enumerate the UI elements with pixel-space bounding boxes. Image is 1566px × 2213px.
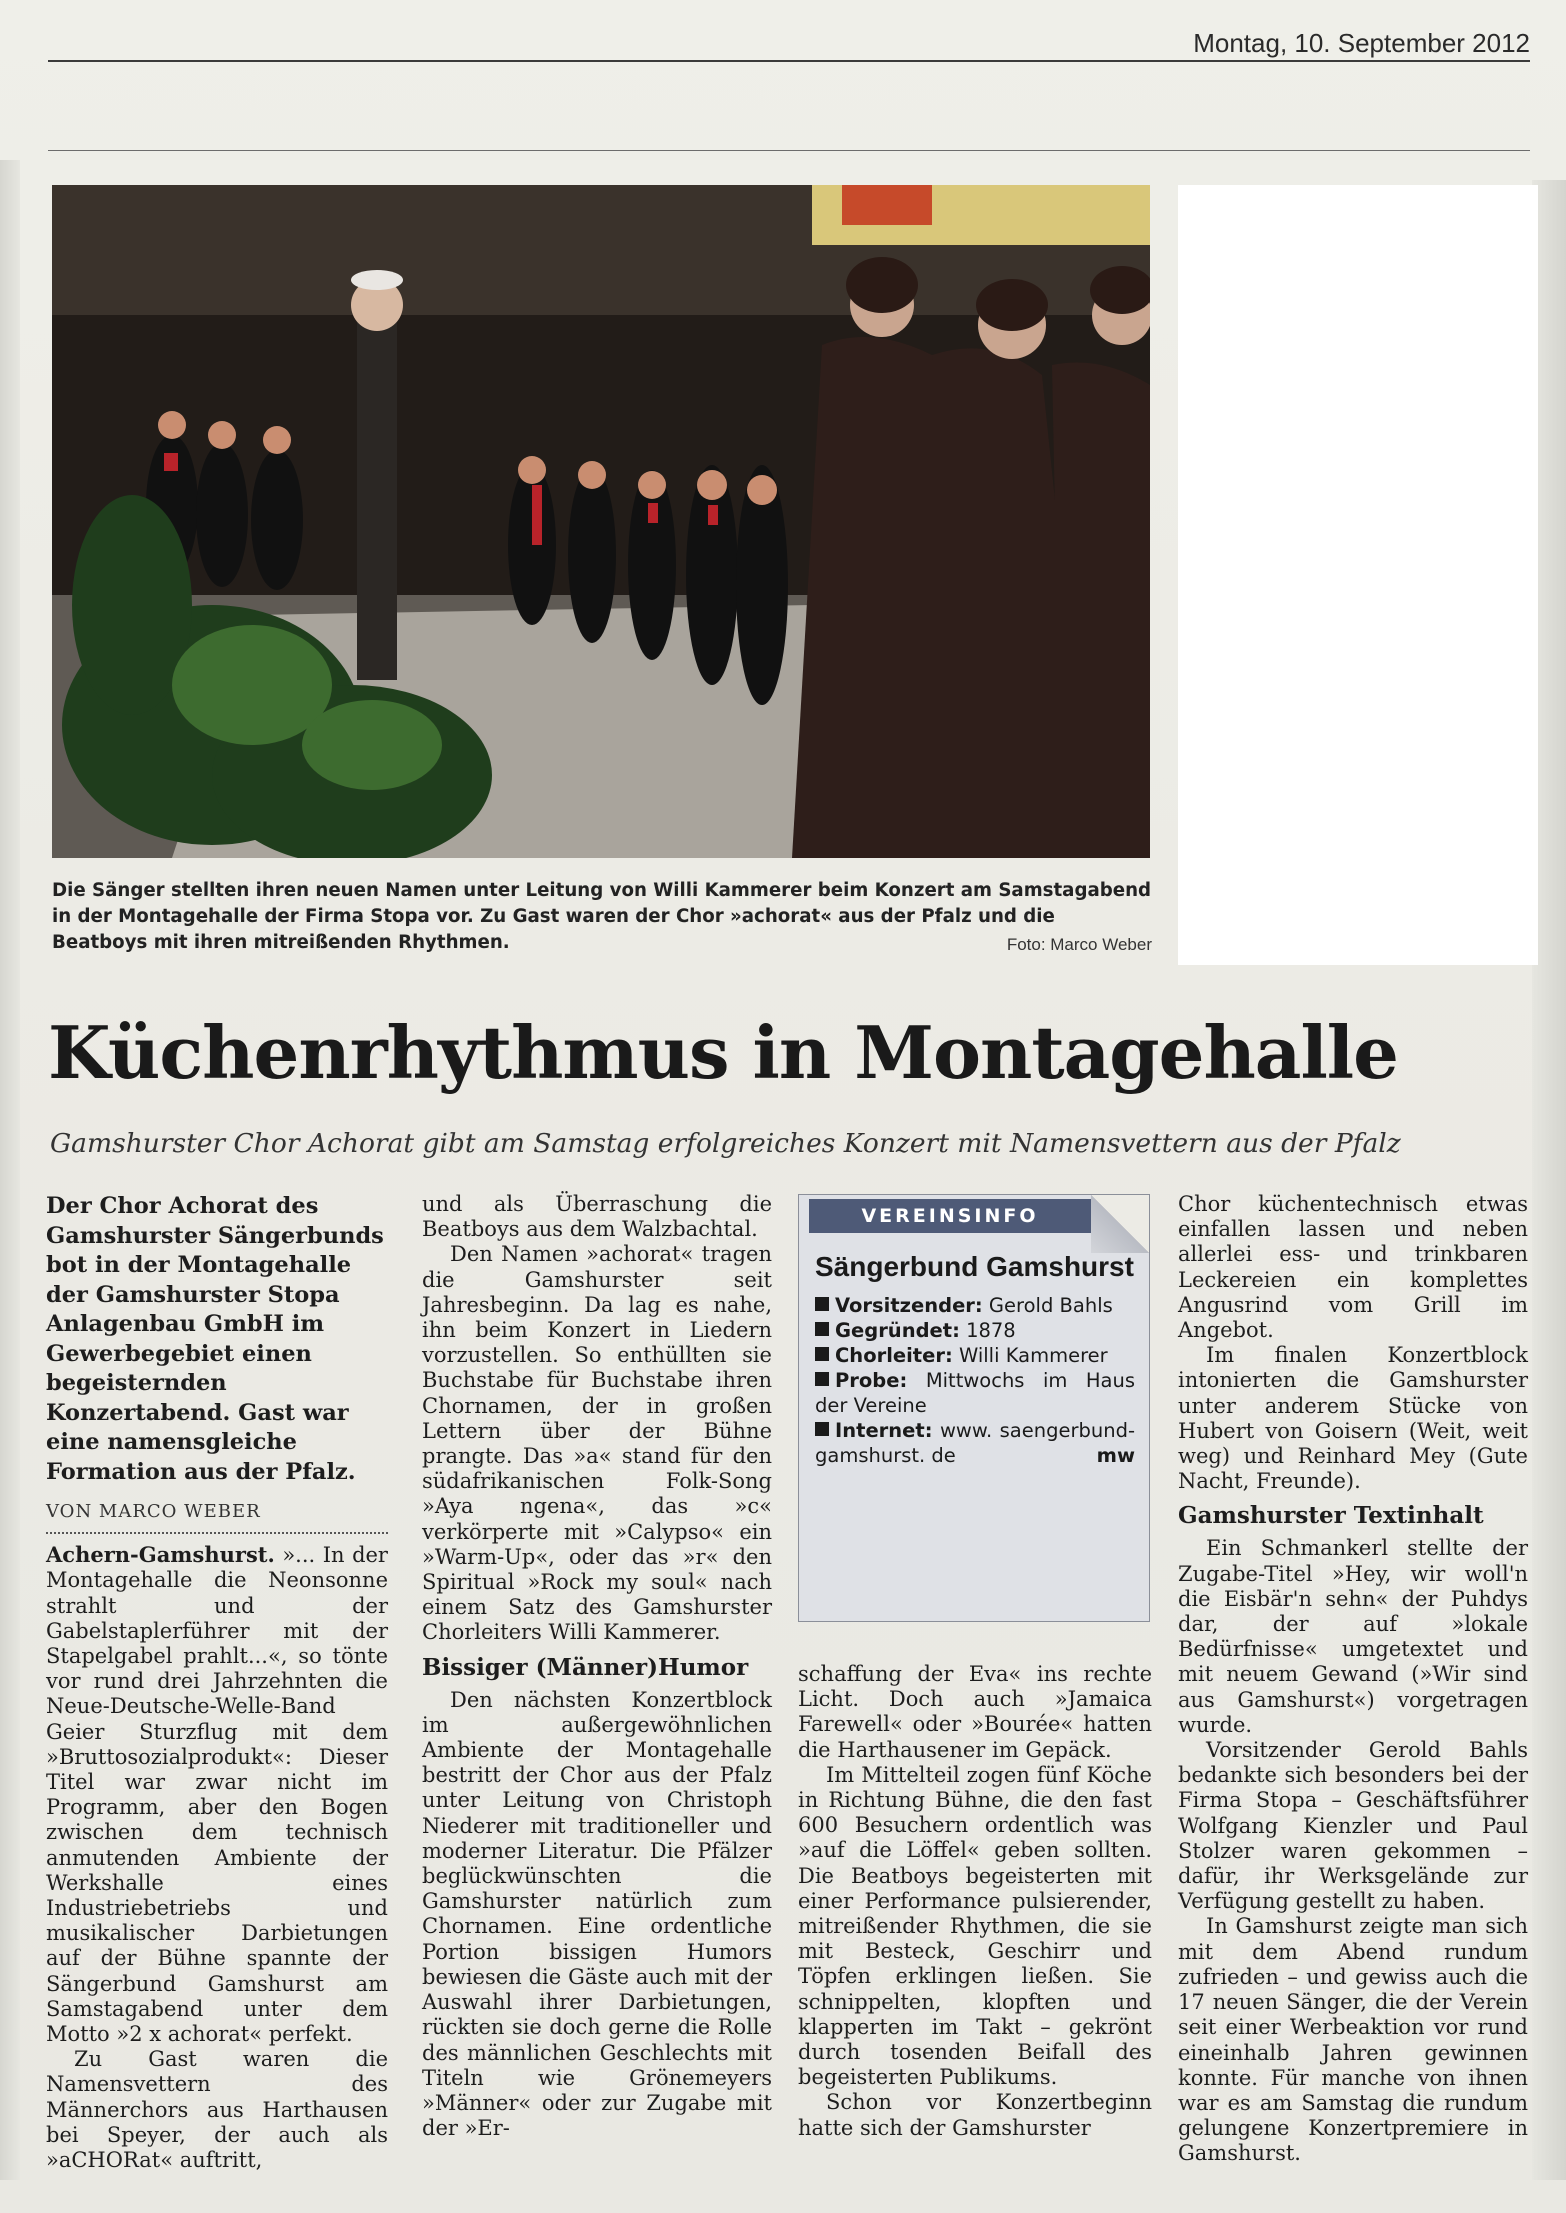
subheadline: Gamshurster Chor Achorat gibt am Samstag erfolgreiches Konzert mit Namensvettern aus der Pfalz xyxy=(50,1128,1401,1159)
page-curl-corner xyxy=(1091,1195,1149,1253)
section-rule xyxy=(48,150,1530,151)
info-key: Gegründet: xyxy=(835,1319,960,1342)
info-key: Internet: xyxy=(835,1419,933,1442)
author-byline: VON MARCO WEBER xyxy=(46,1499,388,1534)
column-3 xyxy=(798,1192,1152,2141)
bullet-square-icon xyxy=(815,1347,829,1361)
info-value: 1878 xyxy=(966,1319,1016,1342)
info-key: Vorsitzender: xyxy=(835,1294,983,1317)
info-key: Chorleiter: xyxy=(835,1344,953,1367)
headline: Küchenrhythmus in Montagehalle xyxy=(48,1010,1398,1095)
body-text: »... In der Montagehalle die Neonsonne strahlt und der Gabelstaplerführer mit der Stapelgabel prahlt...«, so tönte vor rund drei Jahrzehnten die Neue-Deutsche-Welle-Band Geier Sturzflug mit dem »Bruttosozialprodukt«: Dieser Titel war zwar nicht im Programm, aber den Bogen zwischen dem technisch anmutenden Ambiente der Werkshalle eines Industriebetriebs und musikalischer Darbietungen auf der Bühne spannte der Sängerbund Gamshurst am Samstagabend unter dem Motto »2 x achorat« perfekt. xyxy=(46,1543,388,2047)
concert-photo xyxy=(52,185,1150,858)
bullet-square-icon xyxy=(815,1322,829,1336)
info-row-rehearsal xyxy=(815,1368,1135,1418)
info-value: Mittwochs im Haus der Vereine xyxy=(815,1369,1136,1417)
info-key: Probe: xyxy=(835,1369,908,1392)
info-value: Gerold Bahls xyxy=(988,1294,1113,1317)
info-value: www. saengerbund-gamshurst. de xyxy=(815,1419,1135,1467)
photo-caption: Die Sänger stellten ihren neuen Namen unter Leitung von Willi Kammerer beim Konzert am Samstagabend in der Montagehalle der Firma Stopa vor. Zu Gast waren der Chor »achorat« aus der Pfalz und die Beatboys mit ihren mitreißenden Rhythmen. xyxy=(52,880,1152,953)
body-paragraph: Schon vor Konzertbeginn hatte sich der Gamshurster xyxy=(798,2090,1152,2140)
dateline: Montag, 10. September 2012 xyxy=(1193,28,1530,58)
photo-credit: Foto: Marco Weber xyxy=(1006,935,1152,954)
column-4 xyxy=(1178,1192,1528,2167)
info-box xyxy=(798,1194,1150,1622)
body-paragraph xyxy=(46,1542,388,2047)
lead-paragraph: Der Chor Achorat des Gamshurster Sängerbunds bot in der Montagehalle der Gamshurster Stopa Anlagenbau GmbH im Gewerbegebiet einen begeisternden Konzertabend. Gast war eine namensgleiche Formation aus der Pfalz. xyxy=(46,1193,384,1485)
blank-ad-space xyxy=(1178,185,1538,965)
info-value: Willi Kammerer xyxy=(958,1344,1108,1367)
bullet-square-icon xyxy=(815,1422,829,1436)
body-paragraph: Ein Schmankerl stellte der Zugabe-Titel »Hey, wir woll'n die Eisbär'n sehn« der Puhdys dar, der auf »lokale Bedürfnisse« umgetextet und mit neuem Gewand (»Wir sind aus Gamshurst«) vorgetragen wurde. xyxy=(1178,1536,1528,1737)
bullet-square-icon xyxy=(815,1372,829,1386)
body-paragraph: und als Überraschung die Beatboys aus dem Walzbachtal. xyxy=(422,1192,772,1242)
scan-edge-left xyxy=(0,160,20,2180)
info-row-conductor xyxy=(815,1343,1135,1368)
choir-illustration xyxy=(52,185,1150,858)
info-box-tab: VEREINSINFO xyxy=(809,1199,1091,1233)
subheading-textinhalt: Gamshurster Textinhalt xyxy=(1178,1502,1484,1530)
body-paragraph: Zu Gast waren die Namensvettern des Männerchors aus Harthausen bei Speyer, der auch als »aCHORat« auftritt, xyxy=(46,2047,388,2173)
subheading-humor: Bissiger (Männer)Humor xyxy=(422,1653,749,1681)
body-paragraph: schaffung der Eva« ins rechte Licht. Doch auch »Jamaica Farewell« oder »Bourée« hatten die Harthausener im Gepäck. xyxy=(798,1662,1152,1762)
header-rule xyxy=(48,60,1530,62)
column-1 xyxy=(46,1192,388,2173)
dateline-place: Achern-Gamshurst. xyxy=(46,1542,275,1568)
body-paragraph: Im finalen Konzertblock intonierten die Gamshurster unter anderem Stücke von Hubert von Goisern (Weit, weit weg) und Reinhard Mey (Gute Nacht, Freunde). xyxy=(1178,1343,1528,1494)
column-2 xyxy=(422,1192,772,2141)
body-paragraph: Den nächsten Konzertblock im außergewöhnlichen Ambiente der Montagehalle bestritt der Chor aus der Pfalz unter Leitung von Christoph Niederer mit traditioneller und moderner Literatur. Die Pfälzer beglückwünschten die Gamshurster natürlich zum Chornamen. Eine ordentliche Portion bissigen Humors bewiesen die Gäste auch mit der Auswahl ihrer Darbietungen, rückten sie doch gerne die Rolle des männlichen Geschlechts mit Titeln wie Grönemeyers »Männer« oder zur Zugabe mit der »Er- xyxy=(422,1687,772,2141)
bullet-square-icon xyxy=(815,1297,829,1311)
body-paragraph: Chor küchentechnisch etwas einfallen lassen und neben allerlei ess- und trinkbaren Leckereien ein komplettes Angusrind vom Grill im Angebot. xyxy=(1178,1192,1528,1343)
info-box-signature: mw xyxy=(1096,1444,1135,1467)
body-paragraph: Den Namen »achorat« tragen die Gamshurster seit Jahresbeginn. Da lag es nahe, ihn beim Konzert in Liedern vorzustellen. So enthüllten sie Buchstabe für Buchstabe ihren Chornamen, der in großen Lettern über der Bühne prangte. Das »a« stand für den südafrikanischen Folk-Song »Aya ngena«, das »c« verkörperte mit »Calypso« ein »Warm-Up«, oder das »r« den Spiritual »Rock my soul« nach einem Satz des Gamshurster Chorleiters Willi Kammerer. xyxy=(422,1242,772,1645)
body-paragraph: Vorsitzender Gerold Bahls bedankte sich besonders bei der Firma Stopa – Geschäftsführer Wolfgang Kienzler und Paul Stolzer waren gekommen – dafür, ihr Werksgelände zur Verfügung gestellt zu haben. xyxy=(1178,1738,1528,1914)
body-paragraph: In Gamshurst zeigte man sich mit dem Abend rundum zufrieden – und gewiss auch die 17 neuen Sänger, die der Verein seit einer Werbeaktion vor rund eineinhalb Jahren gewinnen konnte. Für manche von ihnen war es am Samstag die rundum gelungene Konzertpremiere in Gamshurst. xyxy=(1178,1914,1528,2166)
info-box-body xyxy=(815,1247,1135,1468)
body-paragraph: Im Mittelteil zogen fünf Köche in Richtung Bühne, die den fast 600 Besuchern ordentlich was »auf die Löffel« geben sollten. Die Beatboys begeisterten mit einer Performance pulsierender, mitreißender Rhythmen, die sie mit Besteck, Geschirr und Töpfen erklingen ließen. Sie schnippelten, klopften und klapperten im Takt – gekrönt durch tosenden Beifall des begeisterten Publikums. xyxy=(798,1762,1152,2090)
info-row-founded xyxy=(815,1318,1135,1343)
info-row-chair xyxy=(815,1293,1135,1318)
info-box-title: Sängerbund Gamshurst xyxy=(815,1251,1134,1282)
